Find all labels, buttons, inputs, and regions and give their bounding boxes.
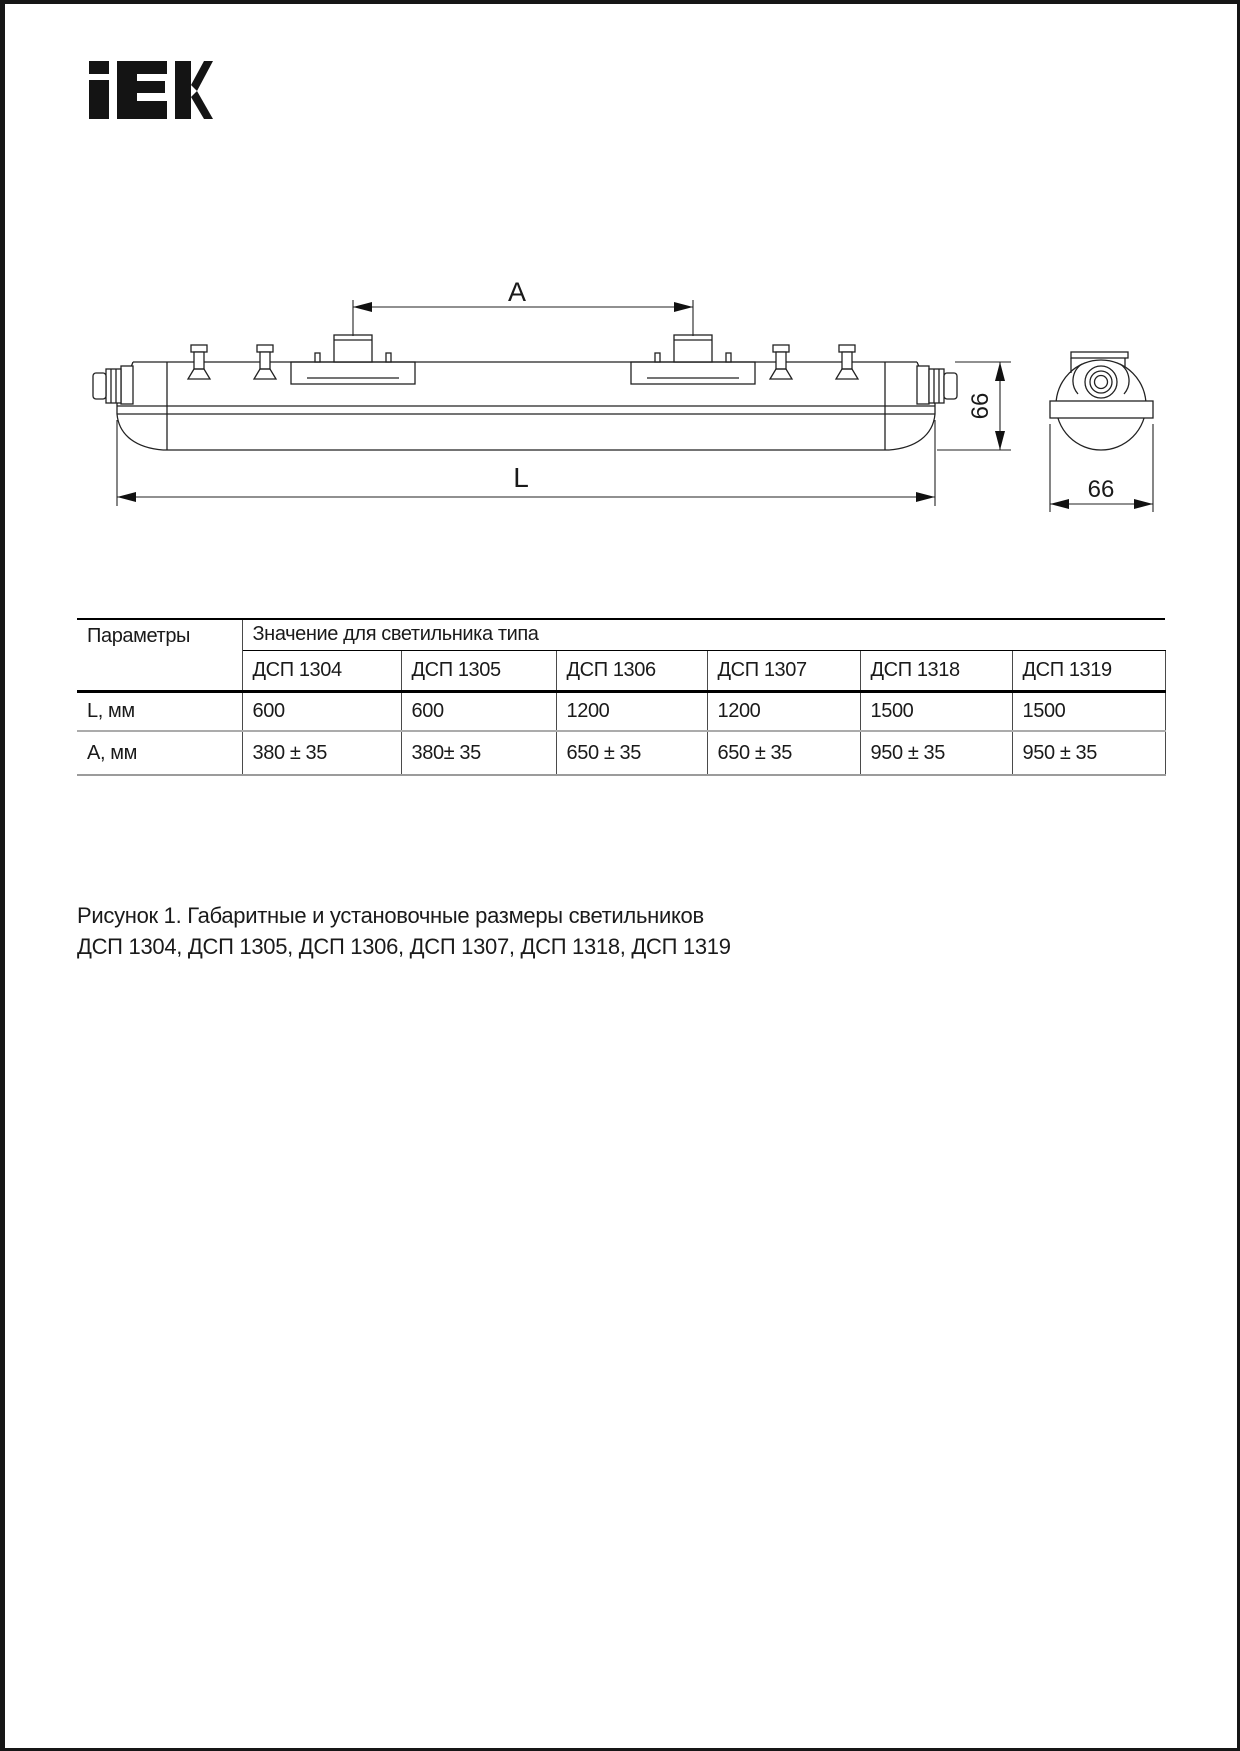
dim-a-label: A <box>507 277 527 307</box>
table-header-model: ДСП 1318 <box>860 650 1012 691</box>
table-cell: 1500 <box>1012 691 1165 731</box>
table-cell: 650 ± 35 <box>707 731 860 775</box>
dimensions-table <box>77 618 1166 776</box>
dimension-drawing <box>5 4 1240 564</box>
luminaire-side-view <box>93 335 957 450</box>
table-row-mounting <box>77 731 1165 775</box>
table-cell: 380± 35 <box>401 731 556 775</box>
table-header-model: ДСП 1306 <box>556 650 707 691</box>
housing-flange <box>1050 401 1153 418</box>
dimension-l <box>117 420 935 506</box>
dimension-a <box>353 277 693 336</box>
figure-caption-line1: Рисунок 1. Габаритные и установочные размеры светильников <box>77 903 704 928</box>
table-header-model: ДСП 1305 <box>401 650 556 691</box>
mounting-bracket-right <box>631 335 755 384</box>
dim-width-label: 66 <box>1087 476 1115 503</box>
table-cell: 1200 <box>707 691 860 731</box>
row-param-label: L, мм <box>77 691 242 731</box>
table-cell: 950 ± 35 <box>1012 731 1165 775</box>
table-header-values: Значение для светильника типа <box>242 619 1165 650</box>
cable-gland-left <box>93 366 133 404</box>
dim-height-label: 66 <box>967 392 994 420</box>
figure-caption <box>77 900 731 962</box>
table-header-model: ДСП 1319 <box>1012 650 1165 691</box>
row-param-label: А, мм <box>77 731 242 775</box>
table-cell: 1500 <box>860 691 1012 731</box>
dim-l-label: L <box>513 462 529 493</box>
cable-gland-right <box>917 366 957 404</box>
luminaire-end-view <box>1050 352 1153 512</box>
table-cell: 950 ± 35 <box>860 731 1012 775</box>
table-cell: 1200 <box>556 691 707 731</box>
figure-caption-line2: ДСП 1304, ДСП 1305, ДСП 1306, ДСП 1307, ДСП 1318, ДСП 1319 <box>77 934 731 959</box>
table-header-parameters: Параметры <box>77 619 242 691</box>
table-header-model: ДСП 1307 <box>707 650 860 691</box>
table-row-length <box>77 691 1165 731</box>
table-cell: 600 <box>401 691 556 731</box>
table-cell: 600 <box>242 691 401 731</box>
table-cell: 380 ± 35 <box>242 731 401 775</box>
table-header-model: ДСП 1304 <box>242 650 401 691</box>
mounting-bracket-left <box>291 335 415 384</box>
table-cell: 650 ± 35 <box>556 731 707 775</box>
